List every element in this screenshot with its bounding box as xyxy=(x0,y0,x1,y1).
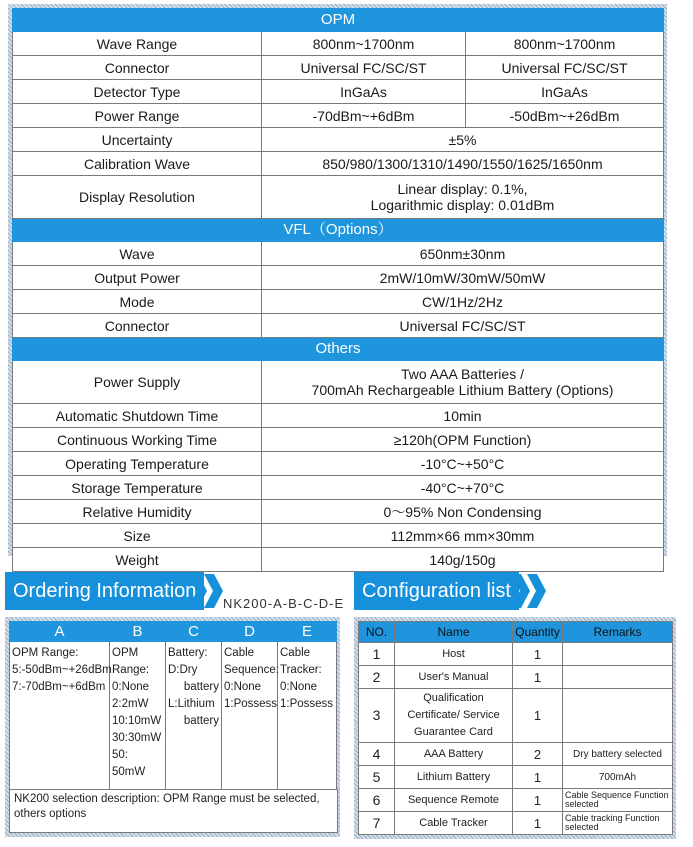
spec-label: Power Supply xyxy=(13,361,262,404)
others-section-header xyxy=(13,338,664,361)
item-remark: 700mAh xyxy=(563,766,673,789)
option-line: 0:None xyxy=(280,681,318,693)
spec-label: Weight xyxy=(13,548,262,572)
display-line-2: Logarithmic display: 0.01dBm xyxy=(370,197,555,213)
spec-row xyxy=(13,266,664,290)
spec-label: Wave xyxy=(13,242,262,266)
spec-value: InGaAs xyxy=(262,80,466,104)
others-title: Others xyxy=(13,338,664,361)
spec-value: 0～95% Non Condensing xyxy=(262,500,664,524)
opm-title: OPM xyxy=(13,9,664,32)
row-number: 2 xyxy=(359,666,395,689)
option-line: battery xyxy=(183,681,219,693)
option-line: battery xyxy=(183,715,219,727)
row-number: 7 xyxy=(359,812,395,835)
spec-row xyxy=(13,104,664,128)
option-line: OPM xyxy=(112,647,139,659)
spec-label: Wave Range xyxy=(13,32,262,56)
spec-value: Universal FC/SC/ST xyxy=(466,56,664,80)
vfl-title: VFL（Options） xyxy=(13,219,664,242)
spec-value: CW/1Hz/2Hz xyxy=(262,290,664,314)
option-cell-c xyxy=(166,642,222,791)
item-quantity: 1 xyxy=(513,689,563,743)
spec-value: 2mW/10mW/30mW/50mW xyxy=(262,266,664,290)
table-row xyxy=(359,689,673,743)
spec-value: -70dBm~+6dBm xyxy=(262,104,466,128)
spec-row xyxy=(13,404,664,428)
order-code: NK200-A-B-C-D-E xyxy=(223,596,345,611)
row-number: 6 xyxy=(359,789,395,812)
spec-row xyxy=(13,476,664,500)
spec-row xyxy=(13,128,664,152)
chevron-right-icon xyxy=(202,572,224,610)
spec-row xyxy=(13,176,664,219)
option-line: 10:10mW xyxy=(112,715,162,727)
col-header: D xyxy=(222,622,278,642)
item-name: Cable Tracker xyxy=(395,812,513,835)
col-header: Remarks xyxy=(563,622,673,643)
item-name: Qualification Certificate/ Service Guarantee Card xyxy=(395,689,513,743)
ordering-table xyxy=(9,621,337,791)
config-frame xyxy=(354,617,676,839)
spec-value: 112mm×66 mm×30mm xyxy=(262,524,664,548)
col-header: Name xyxy=(395,622,513,643)
option-line: 7:-70dBm~+6dBm xyxy=(12,681,106,693)
option-line: 0:None xyxy=(224,681,262,693)
spec-label: Display Resolution xyxy=(13,176,262,219)
option-line: Range: xyxy=(112,664,150,676)
spec-label: Operating Temperature xyxy=(13,452,262,476)
item-quantity: 2 xyxy=(513,743,563,766)
item-remark: Cable Sequence Function selected xyxy=(563,789,673,812)
item-name: Sequence Remote xyxy=(395,789,513,812)
item-name: User's Manual xyxy=(395,666,513,689)
vfl-section-header xyxy=(13,219,664,242)
table-row xyxy=(359,643,673,666)
power-line-1: Two AAA Batteries / xyxy=(401,366,524,382)
col-header: B xyxy=(110,622,166,642)
spec-row xyxy=(13,500,664,524)
item-remark xyxy=(563,689,673,743)
spec-row xyxy=(13,548,664,572)
table-row xyxy=(359,812,673,835)
option-cell-b xyxy=(110,642,166,791)
spec-row xyxy=(13,428,664,452)
item-name: AAA Battery xyxy=(395,743,513,766)
spec-label: Detector Type xyxy=(13,80,262,104)
chevron-right-icon xyxy=(525,572,547,610)
spec-value: 10min xyxy=(262,404,664,428)
spec-label: Connector xyxy=(13,314,262,338)
spec-value: 800nm~1700nm xyxy=(262,32,466,56)
spec-table xyxy=(12,8,664,572)
spec-row xyxy=(13,361,664,404)
item-name: Lithium Battery xyxy=(395,766,513,789)
opm-section-header xyxy=(13,9,664,32)
table-row xyxy=(359,789,673,812)
config-title: Configuration list xyxy=(354,572,519,610)
spec-value: 800nm~1700nm xyxy=(466,32,664,56)
option-cell-e xyxy=(278,642,337,791)
option-line: 2:2mW xyxy=(112,698,149,710)
row-number: 1 xyxy=(359,643,395,666)
col-header: A xyxy=(10,622,110,642)
spec-value: -40°C~+70°C xyxy=(262,476,664,500)
option-cell-a xyxy=(10,642,110,791)
item-quantity: 1 xyxy=(513,812,563,835)
spec-label: Calibration Wave xyxy=(13,152,262,176)
ordering-header-row xyxy=(10,622,337,642)
col-header: E xyxy=(278,622,337,642)
spec-label: Uncertainty xyxy=(13,128,262,152)
option-line: Battery: xyxy=(168,647,208,659)
item-quantity: 1 xyxy=(513,666,563,689)
col-header: C xyxy=(166,622,222,642)
display-line-1: Linear display: 0.1%, xyxy=(397,181,528,197)
spec-label: Relative Humidity xyxy=(13,500,262,524)
spec-value: 650nm±30nm xyxy=(262,242,664,266)
item-quantity: 1 xyxy=(513,643,563,666)
item-quantity: 1 xyxy=(513,789,563,812)
config-header-row xyxy=(359,622,673,643)
item-quantity: 1 xyxy=(513,766,563,789)
spec-row xyxy=(13,242,664,266)
spec-row xyxy=(13,314,664,338)
spec-value: Universal FC/SC/ST xyxy=(262,56,466,80)
option-cell-d xyxy=(222,642,278,791)
row-number: 4 xyxy=(359,743,395,766)
power-line-2: 700mAh Rechargeable Lithium Battery (Options) xyxy=(311,382,614,398)
item-remark xyxy=(563,643,673,666)
spec-label: Continuous Working Time xyxy=(13,428,262,452)
spec-label: Power Range xyxy=(13,104,262,128)
spec-value: 850/980/1300/1310/1490/1550/1625/1650nm xyxy=(262,152,664,176)
item-remark: Dry battery selected xyxy=(563,743,673,766)
spec-label: Output Power xyxy=(13,266,262,290)
spec-label: Connector xyxy=(13,56,262,80)
option-line: D:Dry xyxy=(168,664,198,676)
selection-note: NK200 selection description: OPM Range must be selected, others options xyxy=(9,789,338,833)
item-remark: Cable tracking Function selected xyxy=(563,812,673,835)
spec-row xyxy=(13,152,664,176)
spec-row xyxy=(13,32,664,56)
ordering-title: Ordering Information xyxy=(5,572,204,610)
spec-value: Universal FC/SC/ST xyxy=(262,314,664,338)
ordering-frame xyxy=(5,617,340,837)
col-header: NO. xyxy=(359,622,395,643)
table-row xyxy=(359,743,673,766)
spec-value: -50dBm~+26dBm xyxy=(466,104,664,128)
col-header: Quantity xyxy=(513,622,563,643)
table-row xyxy=(359,766,673,789)
spec-value xyxy=(262,176,664,219)
spec-value: -10°C~+50°C xyxy=(262,452,664,476)
spec-row xyxy=(13,290,664,314)
item-remark xyxy=(563,666,673,689)
option-line: 30:30mW xyxy=(112,732,162,744)
spec-value: 140g/150g xyxy=(262,548,664,572)
spec-value xyxy=(262,361,664,404)
spec-value: InGaAs xyxy=(466,80,664,104)
option-line: 1:Possess xyxy=(280,698,334,710)
ordering-options-row xyxy=(10,642,337,791)
ordering-header xyxy=(5,572,345,612)
option-line: 5:-50dBm~+26dBm xyxy=(12,664,112,676)
config-table xyxy=(358,621,673,835)
config-header xyxy=(354,572,554,612)
table-row xyxy=(359,666,673,689)
spec-value: ≥120h(OPM Function) xyxy=(262,428,664,452)
option-line: Cable xyxy=(280,647,311,659)
row-number: 3 xyxy=(359,689,395,743)
row-number: 5 xyxy=(359,766,395,789)
option-line: L:Lithium xyxy=(168,698,215,710)
spec-row xyxy=(13,452,664,476)
option-line: OPM Range: xyxy=(12,647,79,659)
item-name: Host xyxy=(395,643,513,666)
option-line: Sequence: xyxy=(224,664,279,676)
option-line: 0:None xyxy=(112,681,150,693)
spec-row xyxy=(13,524,664,548)
spec-label: Automatic Shutdown Time xyxy=(13,404,262,428)
spec-label: Mode xyxy=(13,290,262,314)
spec-value: ±5% xyxy=(262,128,664,152)
spec-label: Storage Temperature xyxy=(13,476,262,500)
spec-row xyxy=(13,80,664,104)
spec-row xyxy=(13,56,664,80)
spec-label: Size xyxy=(13,524,262,548)
option-line: 50: 50mW xyxy=(112,749,146,778)
option-line: Cable xyxy=(224,647,255,659)
option-line: Tracker: xyxy=(280,664,322,676)
option-line: 1:Possess xyxy=(224,698,278,710)
